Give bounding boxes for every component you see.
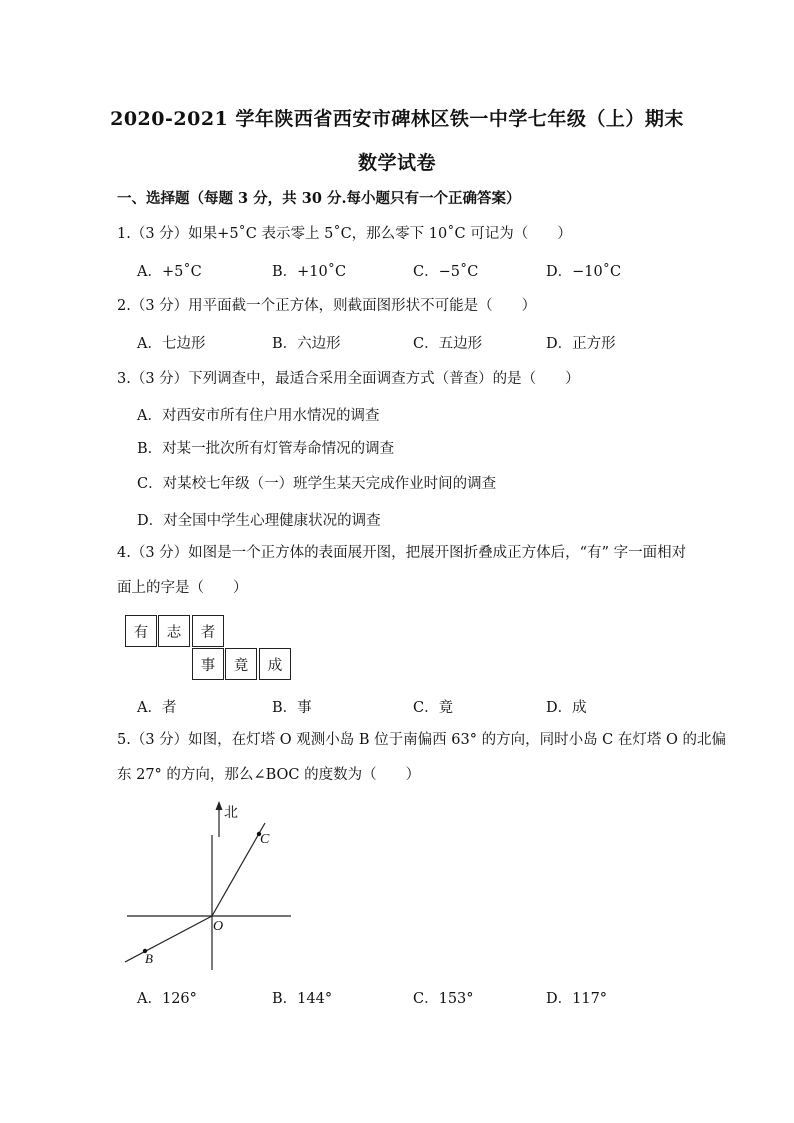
question-1-stem: 1.（3 分）如果+5˚C 表示零上 5˚C，那么零下 10˚C 可记为（ ） xyxy=(117,226,572,242)
exam-title-line2: 数学试卷 xyxy=(357,152,436,174)
net-cell-5: 竟 xyxy=(225,648,257,680)
q5-option-b: B．144° xyxy=(272,991,333,1007)
north-label: 北 xyxy=(224,806,238,821)
q4-option-d: D．成 xyxy=(546,700,587,716)
ray-oc xyxy=(212,823,265,916)
q4-option-b: B．事 xyxy=(272,700,312,716)
q3-option-a: A．对西安市所有住户用水情况的调查 xyxy=(137,408,380,424)
q2-option-a: A．七边形 xyxy=(137,336,206,352)
q3-option-c: C．对某校七年级（一）班学生某天完成作业时间的调查 xyxy=(137,476,497,492)
label-b: B xyxy=(145,951,153,966)
q1-option-d: D．−10˚C xyxy=(546,264,622,280)
label-o: O xyxy=(213,919,224,934)
cube-net-figure xyxy=(123,613,297,683)
q1-option-a: A．+5˚C xyxy=(137,264,202,280)
q2-option-c: C．五边形 xyxy=(413,336,483,352)
north-arrow-icon xyxy=(216,801,223,810)
q3-option-b: B．对某一批次所有灯管寿命情况的调查 xyxy=(137,441,395,457)
net-cell-2: 志 xyxy=(158,615,190,647)
q5-option-d: D．117° xyxy=(546,991,608,1007)
question-3-stem: 3.（3 分）下列调查中，最适合采用全面调查方式（普查）的是（ ） xyxy=(117,371,580,387)
net-cell-4: 事 xyxy=(192,648,224,680)
q4-option-a: A．者 xyxy=(137,700,177,716)
net-cell-3: 者 xyxy=(192,615,224,647)
q1-option-b: B．+10˚C xyxy=(272,264,347,280)
question-5-stem-line1: 5.（3 分）如图，在灯塔 O 观测小岛 B 位于南偏西 63° 的方向，同时小岛 C 在灯塔 O 的北偏 xyxy=(117,732,726,748)
q3-option-d: D．对全国中学生心理健康状况的调查 xyxy=(137,513,381,529)
q4-option-c: C．竟 xyxy=(413,700,454,716)
q5-option-a: A．126° xyxy=(137,991,197,1007)
exam-title-line1: 2020-2021 学年陕西省西安市碑林区铁一中学七年级（上）期末 xyxy=(110,108,684,130)
net-cell-1: 有 xyxy=(125,615,157,647)
compass-bearing-figure xyxy=(115,795,305,975)
q2-option-b: B．六边形 xyxy=(272,336,341,352)
q1-option-c: C．−5˚C xyxy=(413,264,479,280)
question-4-stem-line1: 4.（3 分）如图是一个正方体的表面展开图，把展开图折叠成正方体后，“有” 字一面相对 xyxy=(117,545,687,561)
question-2-stem: 2.（3 分）用平面截一个正方体，则截面图形状不可能是（ ） xyxy=(117,298,537,314)
q2-option-d: D．正方形 xyxy=(546,336,616,352)
ray-ob xyxy=(125,916,212,962)
section-heading: 一、选择题（每题 3 分，共 30 分.每小题只有一个正确答案） xyxy=(117,190,521,207)
question-5-stem-line2: 东 27° 的方向，那么∠BOC 的度数为（ ） xyxy=(117,767,421,783)
label-c: C xyxy=(260,832,270,847)
q5-option-c: C．153° xyxy=(413,991,474,1007)
net-cell-6: 成 xyxy=(259,648,291,680)
question-4-stem-line2: 面上的字是（ ） xyxy=(117,580,248,596)
